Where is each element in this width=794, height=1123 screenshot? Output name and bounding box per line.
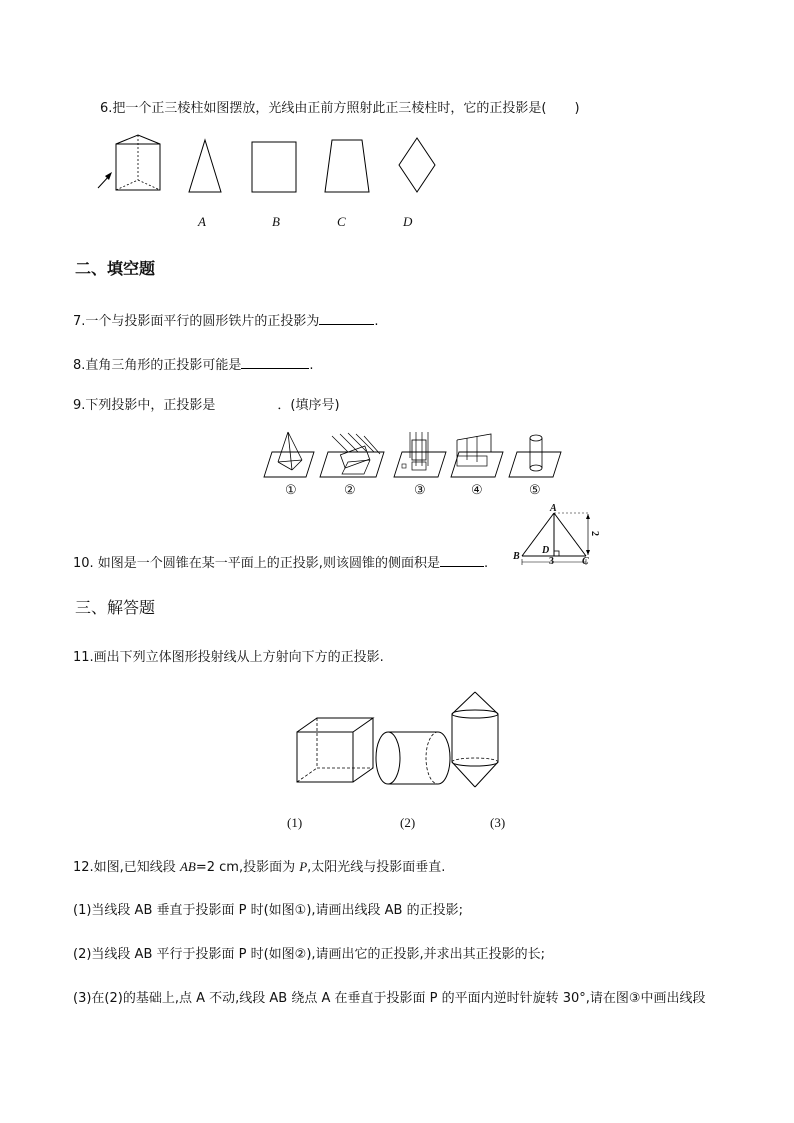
option-label-b: B bbox=[272, 214, 280, 229]
projection-figure-3 bbox=[392, 430, 448, 480]
section-3-title: 三、解答题 bbox=[75, 598, 156, 617]
question-12-part-1: (1)当线段 AB 垂直于投影面 P 时(如图①),请画出线段 AB 的正投影; bbox=[73, 903, 463, 918]
question-8-text: 8.直角三角形的正投影可能是 bbox=[73, 358, 242, 373]
question-8 bbox=[73, 356, 314, 374]
cone-height-label: 2 bbox=[589, 531, 600, 536]
cylinder-figure bbox=[374, 730, 454, 786]
double-cone-cylinder-figure bbox=[450, 690, 500, 790]
cone-width-label: 3 bbox=[549, 556, 554, 567]
question-6-text: 6.把一个正三棱柱如图摆放，光线由正前方照射此正三棱柱时，它的正投影是( bbox=[100, 101, 547, 116]
option-label-c: C bbox=[337, 214, 346, 229]
projection-label-4: ④ bbox=[471, 482, 483, 497]
projection-figure-4 bbox=[449, 430, 505, 480]
projection-label-2: ② bbox=[344, 482, 356, 497]
answer-blank[interactable] bbox=[319, 312, 374, 325]
solid-label-2: (2) bbox=[400, 815, 416, 830]
option-b-square bbox=[251, 141, 297, 193]
option-a-triangle bbox=[187, 138, 223, 194]
question-10-text: 10. 如图是一个圆锥在某一平面上的正投影,则该圆锥的侧面积是 bbox=[73, 556, 440, 571]
question-7 bbox=[73, 312, 379, 330]
section-2-title: 二、填空题 bbox=[75, 259, 156, 278]
segment-ab: AB bbox=[179, 859, 196, 874]
cone-label-d: D bbox=[542, 545, 550, 556]
projection-label-3: ③ bbox=[414, 482, 426, 497]
projection-label-5: ⑤ bbox=[529, 482, 541, 497]
plane-p: P bbox=[299, 859, 308, 874]
question-7-end: . bbox=[374, 314, 379, 329]
question-9-text: 9.下列投影中，正投影是 bbox=[73, 398, 216, 413]
question-12-part-2: (2)当线段 AB 平行于投影面 P 时(如图②),请画出它的正投影,并求出其正投影的长; bbox=[73, 947, 546, 962]
question-12-intro bbox=[73, 859, 445, 876]
question-6-close: ) bbox=[574, 101, 580, 116]
question-9 bbox=[73, 398, 340, 414]
cone-label-a: A bbox=[550, 503, 557, 514]
question-10 bbox=[73, 554, 488, 572]
question-6 bbox=[100, 101, 580, 117]
question-11: 11.画出下列立体图形投射线从上方射向下方的正投影. bbox=[73, 650, 384, 665]
question-12-text-c: ,太阳光线与投影面垂直. bbox=[307, 860, 446, 875]
answer-blank[interactable] bbox=[241, 356, 309, 369]
option-d-rhombus bbox=[397, 136, 437, 194]
rectangular-prism-figure bbox=[295, 716, 377, 784]
question-12-text-b: =2 cm,投影面为 bbox=[195, 860, 300, 875]
projection-figure-1 bbox=[262, 430, 318, 480]
solid-label-3: (3) bbox=[490, 815, 506, 830]
question-12-text: 12.如图,已知线段 bbox=[73, 860, 180, 875]
projection-label-1: ① bbox=[285, 482, 297, 497]
cone-label-c: C bbox=[582, 556, 589, 567]
solid-label-1: (1) bbox=[287, 815, 303, 830]
option-label-a: A bbox=[198, 214, 206, 229]
cone-label-b: B bbox=[513, 551, 520, 562]
question-7-text: 7.一个与投影面平行的圆形铁片的正投影为 bbox=[73, 314, 320, 329]
option-c-trapezoid bbox=[323, 138, 371, 194]
question-9-end: ．(填序号) bbox=[277, 398, 340, 413]
answer-blank[interactable] bbox=[440, 554, 484, 567]
projection-figure-5 bbox=[507, 430, 563, 480]
option-label-d: D bbox=[403, 214, 413, 229]
question-8-end: . bbox=[309, 358, 314, 373]
projection-figure-2 bbox=[318, 430, 386, 480]
question-12-part-3: (3)在(2)的基础上,点 A 不动,线段 AB 绕点 A 在垂直于投影面 P 的平面内逆时针旋转 30°,请在图③中画出线段 bbox=[73, 991, 706, 1006]
question-10-end: . bbox=[483, 556, 489, 571]
prism-figure bbox=[96, 130, 166, 195]
